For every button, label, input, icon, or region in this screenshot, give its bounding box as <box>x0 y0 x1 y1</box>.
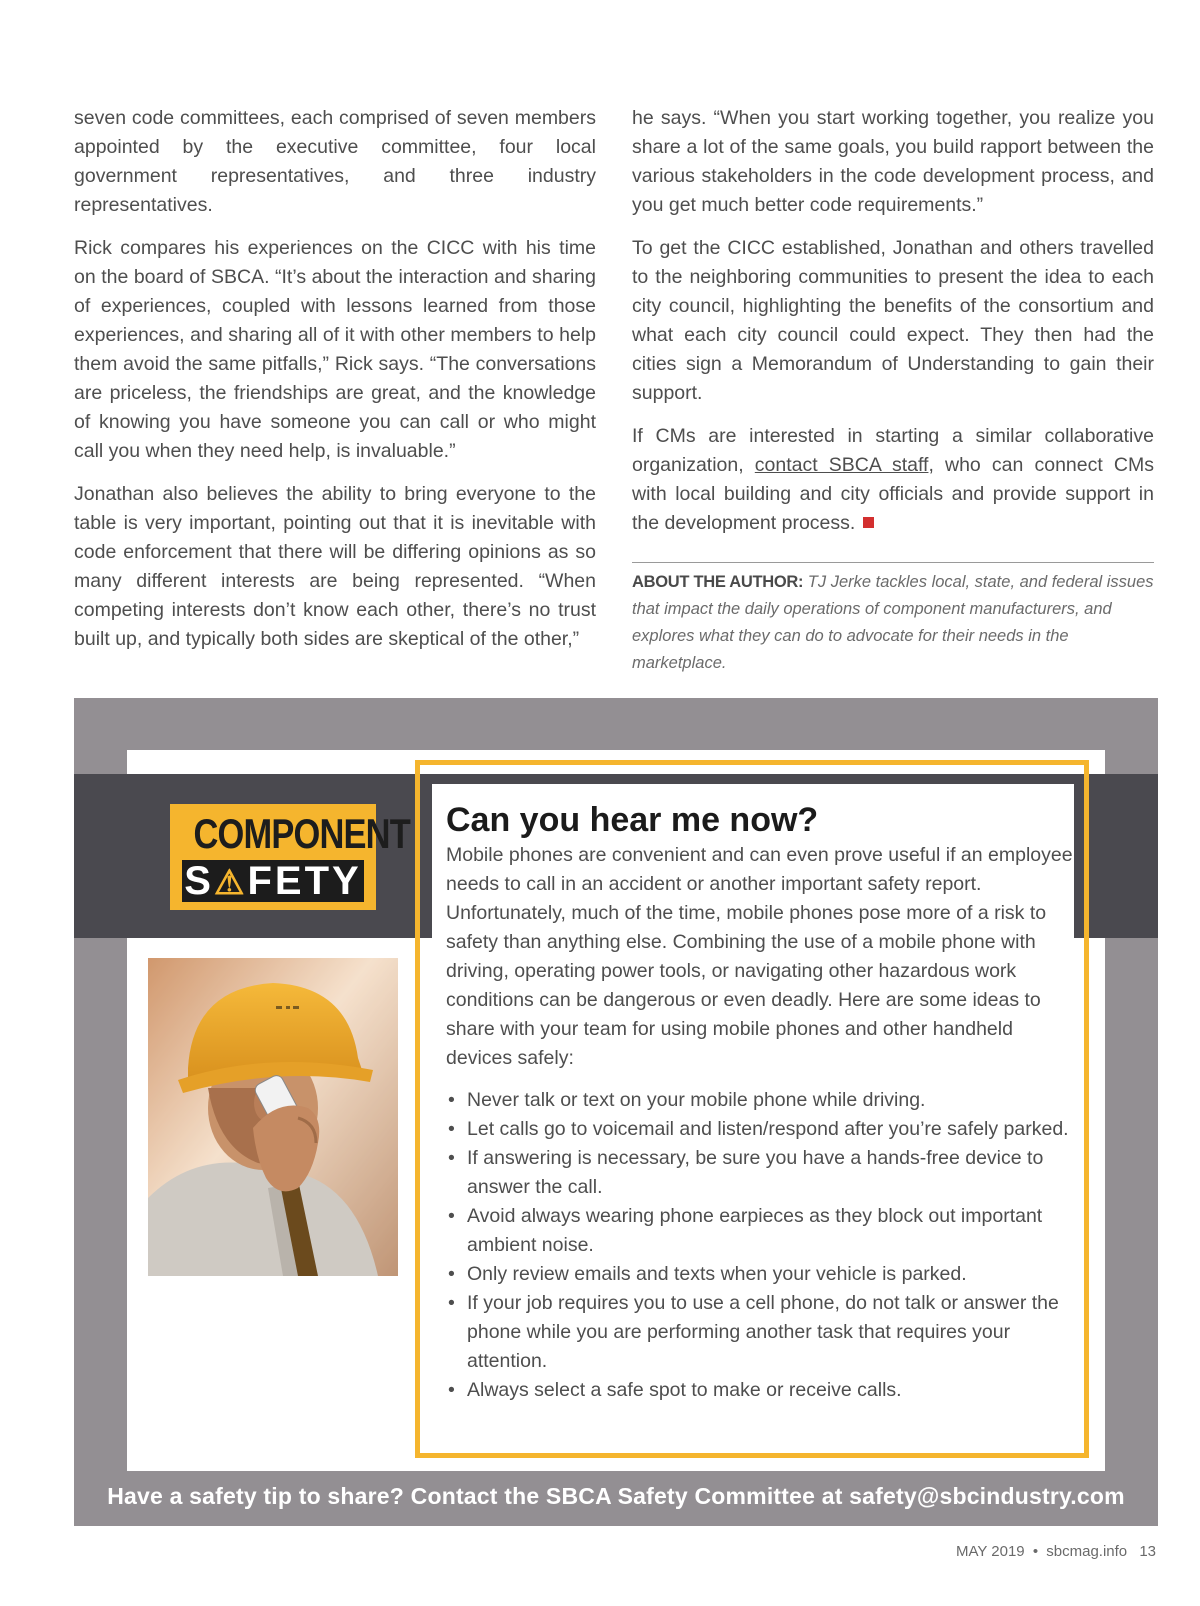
end-of-article-mark <box>863 517 874 528</box>
warning-triangle-icon: ⚠ <box>213 864 248 902</box>
list-item: • Never talk or text on your mobile phone while driving. <box>446 1086 1076 1115</box>
paragraph: seven code committees, each comprised of seven members appointed by the executive committee, four local government representatives, and three industry representatives. <box>74 107 596 216</box>
about-author-label: ABOUT THE AUTHOR: <box>632 573 804 591</box>
list-item: • Avoid always wearing phone earpieces as they block out important ambient noise. <box>446 1202 1076 1260</box>
about-the-author <box>632 562 1154 677</box>
list-item: • If answering is necessary, be sure you have a hands-free device to answer the call. <box>446 1144 1076 1202</box>
list-item: • Always select a safe spot to make or receive calls. <box>446 1376 1076 1405</box>
closing-text-start: If CMs are interested in starting a similar collaborative organization, <box>632 425 1154 476</box>
paragraph: Jonathan also believes the ability to bring everyone to the table is very important, pointing out that it is inevitable with code enforcement that there will be differing opinions as so many different interests are being represented. “When competing interests don’t know each other, there’s no trust built up, and typically both sides are skeptical of the other,” <box>74 483 596 650</box>
contact-sbca-staff-link[interactable]: contact SBCA staff <box>754 454 929 476</box>
article-right-column <box>632 104 1154 677</box>
safety-contact-line: Have a safety tip to share? Contact the SBCA Safety Committee at safety@sbcindustry.com <box>107 1483 1125 1509</box>
paragraph: he says. “When you start working together, you realize you share a lot of the same goals, you build rapport between the various stakeholders in the code development process, and you get much better code requirements.” <box>632 107 1154 216</box>
footer-separator: • <box>1032 1543 1039 1560</box>
page-number: 13 <box>1139 1543 1156 1560</box>
closing-text-end: , who can connect CMs with local building and city officials and provide support in the development process. <box>632 454 1154 534</box>
closing-paragraph <box>632 422 1154 538</box>
worker-on-phone-photo <box>148 958 398 1276</box>
about-author-text: TJ Jerke tackles local, state, and federal issues that impact the daily operations of component manufacturers, and explores what they can do to advocate for their needs in the marketplace. <box>632 573 1154 672</box>
paragraph: Rick compares his experiences on the CICC with his time on the board of SBCA. “It’s about the interaction and sharing of experiences, coupled with lessons learned from those experiences, and sharing all of it with other members to help them avoid the same pitfalls,” Rick says. “The conversations are priceless, the friendships are great, and the knowledge of knowing you have someone you can call or who might call you when they need help, is invaluable.” <box>74 237 596 462</box>
logo-letter: S <box>184 859 214 903</box>
logo-line-component: COMPONENT <box>193 810 410 857</box>
logo-letters: FETY <box>247 859 362 903</box>
list-item: • If your job requires you to use a cell phone, do not talk or answer the phone while you are performing another task that requires your attention. <box>446 1289 1076 1376</box>
tip-intro: Mobile phones are convenient and can even prove useful if an employee needs to call in an accident or another important safety report. Unfortunately, much of the time, mobile phones pose more of a risk to safety than anything else. Combining the use of a mobile phone with driving, operating power tools, or navigating other hazardous work conditions can be dangerous or even deadly. Here are some ideas to share with your team for using mobile phones and other handheld devices safely: <box>446 844 1073 1069</box>
site-url: sbcmag.info <box>1046 1543 1128 1560</box>
article-left-column <box>74 104 596 668</box>
list-item: • Let calls go to voicemail and listen/respond after you’re safely parked. <box>446 1115 1076 1144</box>
issue-date: MAY 2019 <box>955 1543 1025 1560</box>
page-footer <box>952 1543 1156 1560</box>
component-safety-logo <box>170 804 410 910</box>
tip-title: Can you hear me now? <box>446 801 819 839</box>
list-item: • Only review emails and texts when your vehicle is parked. <box>446 1260 1076 1289</box>
paragraph: To get the CICC established, Jonathan and others travelled to the neighboring communities to present the idea to each city council, highlighting the benefits of the consortium and what each city council could expect. They then had the cities sign a Memorandum of Understanding to gain their support. <box>632 237 1154 404</box>
tip-list <box>446 1086 1076 1405</box>
logo-line-safety <box>182 860 364 902</box>
